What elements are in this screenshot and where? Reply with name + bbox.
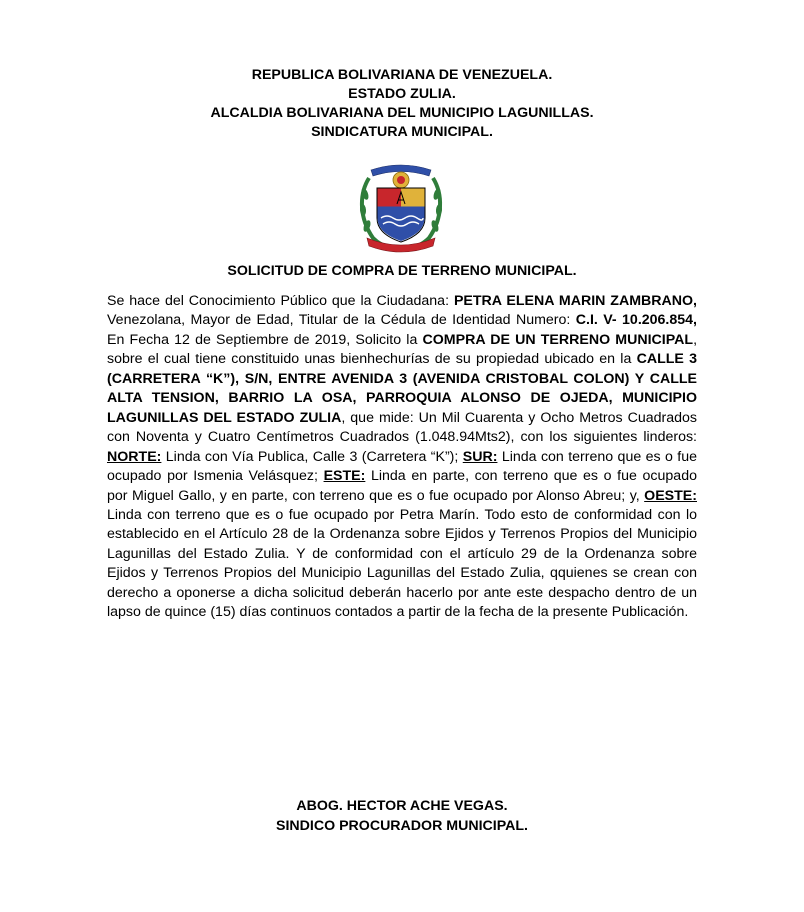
boundary-east-text: Linda en parte, con terreno que es o fue ocupado por Miguel Gallo, y en parte, con terreno que es o fue ocupado por Alonso Abreu; y, <box>107 468 697 504</box>
coat-of-arms-icon <box>357 160 445 254</box>
signatory-name: ABOG. HECTOR ACHE VEGAS. <box>296 798 508 814</box>
header-state: ESTADO ZULIA. <box>348 86 456 102</box>
boundary-east-label: ESTE: <box>323 468 366 485</box>
text-improvements: , sobre el cual tiene constituido unas bienhechurías de su propiedad ubicado en la <box>107 331 698 368</box>
document-title: SOLICITUD DE COMPRA DE TERRENO MUNICIPAL. <box>227 263 577 279</box>
text-area: , que mide: Un Mil Cuarenta y Ocho Metros Cuadrados con Noventa y Cuatro Centímetros Cuadrados (1.048.94Mts2), con los siguientes linderos: <box>107 409 697 446</box>
boundary-south-label: SUR: <box>462 448 498 465</box>
text-nationality: Venezolana, Mayor de Edad, Titular de la Cédula de Identidad Numero: <box>107 312 576 329</box>
boundary-west-label: OESTE: <box>644 487 697 504</box>
purchase-phrase: COMPRA DE UN TERRENO MUNICIPAL <box>422 331 694 348</box>
boundary-north-text: Linda con Vía Publica, Calle 3 (Carretera “K”); <box>161 448 463 465</box>
boundary-south-text: Linda con terreno que es o fue ocupado por Ismenia Velásquez; <box>107 448 698 485</box>
header-republic: REPUBLICA BOLIVARIANA DE VENEZUELA. <box>251 67 553 83</box>
boundary-west-text: Linda con terreno que es o fue ocupado por Petra Marín. Todo esto de conformidad con lo establecido en el Artículo 28 de la Ordenanza sobre Ejidos y Terrenos Propios del Municipio Lagunillas del Estado Zulia. Y de conformidad con el artículo 29 de la Ordenanza sobre Ejidos y Terrenos Propios del Municipio Lagunillas del Estado Zulia, qquienes se crean con derecho a oponerse a dicha solicitud deberán hacerlo por ante este despacho dentro de un lapso de quince (15) días continuos contados a partir de la fecha de la presente Publicación. <box>107 506 697 621</box>
text-date: En Fecha 12 de Septiembre de 2019, Solicito la <box>107 331 423 348</box>
header-alcaldia: ALCALDIA BOLIVARIANA DEL MUNICIPIO LAGUNILLAS. <box>210 105 594 121</box>
body-paragraph <box>107 292 697 623</box>
header-sindicatura: SINDICATURA MUNICIPAL. <box>311 124 493 140</box>
signature-block <box>0 797 804 836</box>
signatory-role: SINDICO PROCURADOR MUNICIPAL. <box>276 817 528 834</box>
document-header <box>0 66 804 142</box>
text-intro: Se hace del Conocimiento Público que la Ciudadana: <box>107 293 454 309</box>
applicant-name: PETRA ELENA MARIN ZAMBRANO, <box>453 293 697 309</box>
boundary-north-label: NORTE: <box>107 448 162 465</box>
identity-number: C.I. V- 10.206.854, <box>575 312 697 329</box>
property-address: CALLE 3 (CARRETERA “K”), S/N, ENTRE AVENIDA 3 (AVENIDA CRISTOBAL COLON) Y CALLE ALTA TENSION, BARRIO LA OSA, PARROQUIA ALONSO DE OJEDA, MUNICIPIO LAGUNILLAS DEL ESTADO ZULIA <box>107 351 697 426</box>
